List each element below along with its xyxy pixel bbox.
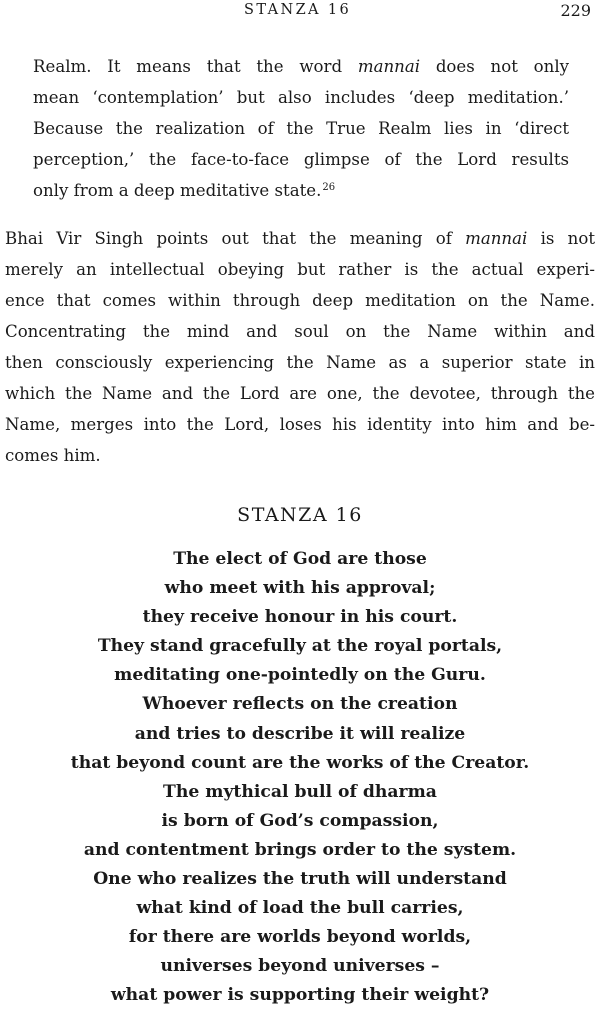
quote-line: Because the realization of the True Realm lies in ‘direct: [33, 119, 569, 138]
paragraph-line: which the Name and the Lord are one, the devotee, through the: [5, 384, 595, 403]
quote-line-text: only from a deep meditative state.: [33, 181, 322, 200]
paragraph-line: Concentrating the mind and soul on the Name within and: [5, 322, 595, 341]
verse-line: Whoever reflects on the creation: [142, 694, 458, 715]
section-heading: STANZA 16: [237, 504, 363, 526]
quote-line: Realm. It means that the word mannai does not only: [33, 57, 569, 76]
quote-line: mean ‘contemplation’ but also includes ‘deep meditation.’: [33, 88, 569, 107]
paragraph-line: Bhai Vir Singh points out that the meaning of mannai is not: [5, 229, 595, 248]
paragraph-line: merely an intellectual obeying but rather is the actual experi-: [5, 260, 595, 279]
paragraph-line: Name, merges into the Lord, loses his identity into him and be-: [5, 415, 595, 434]
verse-line: is born of God’s compassion,: [161, 810, 439, 831]
page-number: 229: [560, 1, 591, 20]
quote-line: [33, 175, 569, 206]
quote-line: perception,’ the face-to-face glimpse of the Lord results: [33, 150, 569, 169]
verse-line: One who realizes the truth will understand: [93, 869, 507, 890]
stanza-verse: [0, 545, 600, 1011]
verse-line: The mythical bull of dharma: [163, 781, 437, 802]
block-quote: [33, 51, 569, 206]
paragraph-line: comes him.: [5, 446, 101, 465]
running-header: [0, 0, 600, 24]
verse-line: that beyond count are the works of the Creator.: [70, 752, 530, 773]
body-paragraph: [5, 223, 595, 471]
verse-line: and contentment brings order to the system.: [83, 839, 517, 860]
paragraph-line: then consciously experiencing the Name as a superior state in: [5, 353, 595, 372]
paragraph-line: ence that comes within through deep meditation on the Name.: [5, 291, 595, 310]
italic-term: mannai: [465, 229, 528, 248]
verse-line: what power is supporting their weight?: [110, 985, 490, 1006]
verse-line: they receive honour in his court.: [142, 607, 458, 628]
verse-line: meditating one-pointedly on the Guru.: [114, 665, 486, 686]
verse-line: The elect of God are those: [173, 549, 427, 569]
running-title: STANZA 16: [244, 2, 352, 18]
footnote-reference[interactable]: 26: [322, 182, 336, 193]
verse-line: what kind of load the bull carries,: [136, 898, 464, 919]
verse-line: who meet with his approval;: [164, 578, 436, 599]
verse-line: for there are worlds beyond worlds,: [128, 927, 472, 948]
italic-term: mannai: [357, 57, 421, 76]
verse-line: and tries to describe it will realize: [134, 723, 466, 744]
verse-line: universes beyond universes –: [160, 956, 440, 977]
verse-line: They stand gracefully at the royal portals,: [97, 636, 503, 657]
